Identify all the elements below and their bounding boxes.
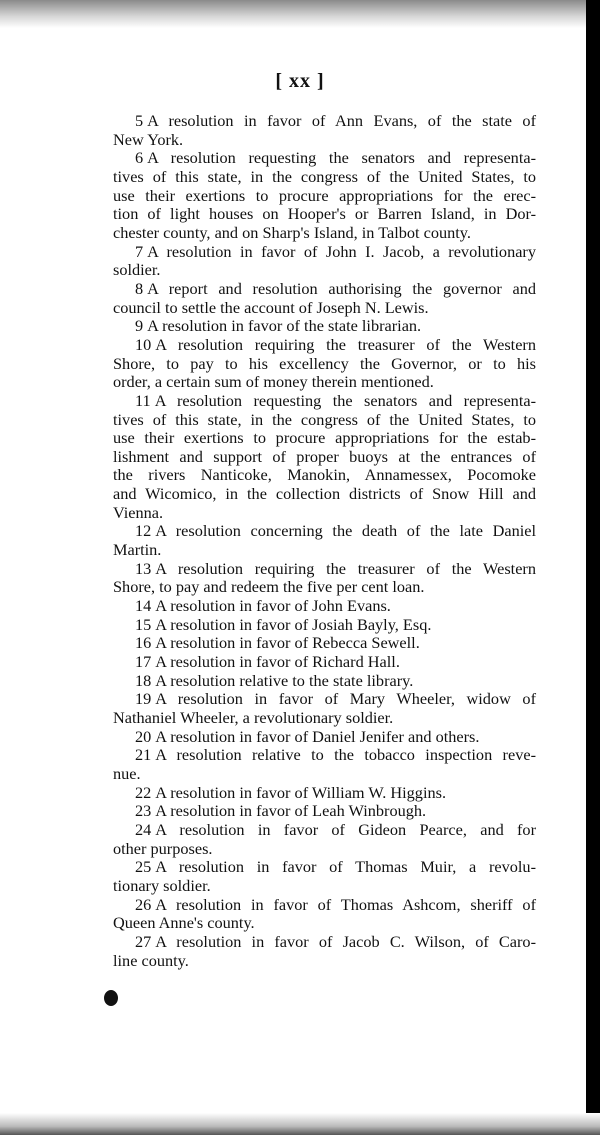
resolution-text: tionary soldier. (113, 875, 211, 895)
resolution-number: 21 (135, 745, 152, 765)
resolution-number: 23 (135, 801, 152, 821)
resolution-text: A resolution in favor of Daniel Jenifer and others. (155, 726, 480, 746)
resolution-item (113, 616, 536, 635)
resolution-line (113, 952, 536, 971)
resolution-line (113, 317, 536, 336)
resolution-text: nue. (113, 763, 141, 783)
resolution-item (113, 634, 536, 653)
resolution-line (113, 746, 536, 765)
resolution-text: and Wicomico, in the collection districts of Snow Hill and (113, 484, 536, 504)
resolution-item (113, 560, 536, 597)
resolution-line (113, 933, 536, 952)
resolution-line (113, 634, 536, 653)
resolution-item (113, 672, 536, 691)
resolution-line (113, 821, 536, 840)
resolution-number: 18 (135, 670, 152, 690)
resolution-number: 19 (135, 689, 152, 709)
resolution-text: A resolution in favor of Ann Evans, of the state of (147, 111, 536, 130)
resolution-number: 22 (135, 782, 152, 802)
resolution-text: A resolution concerning the death of the late Daniel (155, 521, 536, 541)
resolution-line (113, 877, 536, 896)
resolution-item (113, 112, 536, 149)
resolution-line (113, 709, 536, 728)
resolution-line (113, 597, 536, 616)
resolution-line (113, 299, 536, 318)
resolution-line (113, 131, 536, 150)
resolution-text: the rivers Nanticoke, Manokin, Annamessex, Pocomoke (113, 465, 536, 485)
resolution-text: tives of this state, in the congress of the United States, to (113, 166, 536, 186)
resolution-text: soldier. (113, 260, 161, 280)
resolution-line (113, 560, 536, 579)
resolution-text: A resolution relative to the state library. (155, 670, 414, 690)
page-number: [ xx ] (275, 70, 325, 92)
resolution-text: line county. (113, 950, 189, 970)
resolution-line (113, 168, 536, 187)
resolution-line (113, 336, 536, 355)
resolution-item (113, 858, 536, 895)
resolution-line (113, 802, 536, 821)
ink-blot (104, 990, 118, 1006)
resolution-number: 9 (135, 316, 144, 336)
resolution-item (113, 728, 536, 747)
resolution-number: 8 (135, 278, 144, 298)
resolution-line (113, 578, 536, 597)
resolution-text: A resolution requesting the senators and representa- (154, 390, 536, 410)
resolution-line (113, 896, 536, 915)
resolution-text: A resolution in favor of Gideon Pearce, and for (155, 819, 536, 839)
resolution-line (113, 373, 536, 392)
resolution-text: Martin. (113, 540, 162, 560)
resolution-item (113, 597, 536, 616)
resolution-text: A resolution in favor of Mary Wheeler, widow of (155, 689, 536, 709)
resolution-text: use their exertions to procure appropriations for the erec- (113, 185, 536, 205)
resolution-text: order, a certain sum of money therein mentioned. (113, 372, 434, 392)
resolution-line (113, 112, 536, 131)
resolution-line (113, 840, 536, 859)
resolution-text: council to settle the account of Joseph N. Lewis. (113, 297, 429, 317)
resolution-list (113, 112, 536, 970)
resolution-text: A resolution in favor of Rebecca Sewell. (155, 633, 420, 653)
resolution-line (113, 653, 536, 672)
resolution-text: A resolution in favor of Thomas Ashcom, sheriff of (155, 894, 536, 914)
resolution-line (113, 187, 536, 206)
resolution-number: 10 (135, 334, 152, 354)
resolution-item (113, 802, 536, 821)
resolution-number: 11 (135, 390, 151, 410)
resolution-line (113, 784, 536, 803)
resolution-line (113, 466, 536, 485)
resolution-line (113, 429, 536, 448)
resolution-text: A resolution in favor of Jacob C. Wilson, of Caro- (155, 931, 536, 951)
resolution-line (113, 355, 536, 374)
resolution-line (113, 914, 536, 933)
resolution-line (113, 280, 536, 299)
resolution-number: 16 (135, 633, 152, 653)
resolution-item (113, 243, 536, 280)
resolution-text: lishment and support of proper buoys at the entrances of (113, 446, 536, 466)
resolution-line (113, 392, 536, 411)
resolution-number: 27 (135, 931, 152, 951)
resolution-number: 13 (135, 558, 152, 578)
resolution-number: 6 (135, 148, 144, 168)
resolution-text: Queen Anne's county. (113, 913, 255, 933)
resolution-text: A resolution requiring the treasurer of the Western (155, 334, 536, 354)
resolution-number: 5 (135, 111, 144, 130)
resolution-line (113, 616, 536, 635)
resolution-item (113, 896, 536, 933)
resolution-item (113, 149, 536, 242)
scan-bottom-edge (0, 1113, 600, 1135)
resolution-line (113, 765, 536, 784)
resolution-text: New York. (113, 129, 184, 149)
resolution-item (113, 280, 536, 317)
resolution-item (113, 392, 536, 523)
resolution-text: use their exertions to procure appropriations for the estab- (113, 428, 536, 448)
resolution-item (113, 746, 536, 783)
resolution-text: A resolution in favor of Richard Hall. (155, 652, 400, 672)
resolution-line (113, 243, 536, 262)
scan-top-edge (0, 0, 600, 28)
resolution-text: A resolution requiring the treasurer of the Western (155, 558, 536, 578)
resolution-text: A resolution in favor of the state librarian. (147, 316, 422, 336)
resolution-number: 14 (135, 596, 152, 616)
resolution-line (113, 504, 536, 523)
resolution-line (113, 522, 536, 541)
resolution-text: A resolution in favor of Josiah Bayly, Esq. (155, 614, 432, 634)
resolution-text: Shore, to pay and redeem the five per cent loan. (113, 577, 425, 597)
resolution-text: A resolution in favor of John Evans. (155, 596, 391, 616)
resolution-line (113, 858, 536, 877)
resolution-line (113, 448, 536, 467)
resolution-number: 15 (135, 614, 152, 634)
resolution-line (113, 672, 536, 691)
resolution-number: 20 (135, 726, 152, 746)
resolution-text: tion of light houses on Hooper's or Barren Island, in Dor- (113, 204, 536, 224)
resolution-number: 17 (135, 652, 152, 672)
resolution-item (113, 821, 536, 858)
resolution-line (113, 690, 536, 709)
resolution-text: A report and resolution authorising the governor and (147, 278, 536, 298)
resolution-text: tives of this state, in the congress of the United States, to (113, 409, 536, 429)
resolution-text: Shore, to pay to his excellency the Governor, or to his (113, 353, 536, 373)
resolution-line (113, 205, 536, 224)
resolution-text: chester county, and on Sharp's Island, in Talbot county. (113, 222, 471, 242)
resolution-number: 12 (135, 521, 152, 541)
resolution-item (113, 784, 536, 803)
resolution-line (113, 224, 536, 243)
resolution-number: 25 (135, 857, 152, 877)
resolution-number: 24 (135, 819, 152, 839)
resolution-item (113, 336, 536, 392)
resolution-item (113, 317, 536, 336)
resolution-text: other purposes. (113, 838, 213, 858)
resolution-text: A resolution in favor of John I. Jacob, a revolutionary (147, 241, 536, 261)
resolution-line (113, 541, 536, 560)
resolution-line (113, 728, 536, 747)
resolution-text: A resolution in favor of Thomas Muir, a revolu- (155, 857, 536, 877)
resolution-line (113, 485, 536, 504)
resolution-line (113, 411, 536, 430)
resolution-line (113, 149, 536, 168)
resolution-item (113, 933, 536, 970)
resolution-text: Vienna. (113, 502, 164, 522)
resolution-text: Nathaniel Wheeler, a revolutionary soldier. (113, 708, 394, 727)
resolution-number: 7 (135, 241, 144, 261)
resolution-item (113, 690, 536, 727)
resolution-item (113, 653, 536, 672)
resolution-text: A resolution relative to the tobacco inspection reve- (155, 745, 536, 765)
resolution-number: 26 (135, 894, 152, 914)
resolution-text: A resolution requesting the senators and representa- (147, 148, 536, 168)
scan-right-edge (586, 0, 600, 1135)
resolution-text: A resolution in favor of Leah Winbrough. (155, 801, 427, 821)
resolution-text: A resolution in favor of William W. Higgins. (155, 782, 447, 802)
resolution-item (113, 522, 536, 559)
resolution-line (113, 261, 536, 280)
